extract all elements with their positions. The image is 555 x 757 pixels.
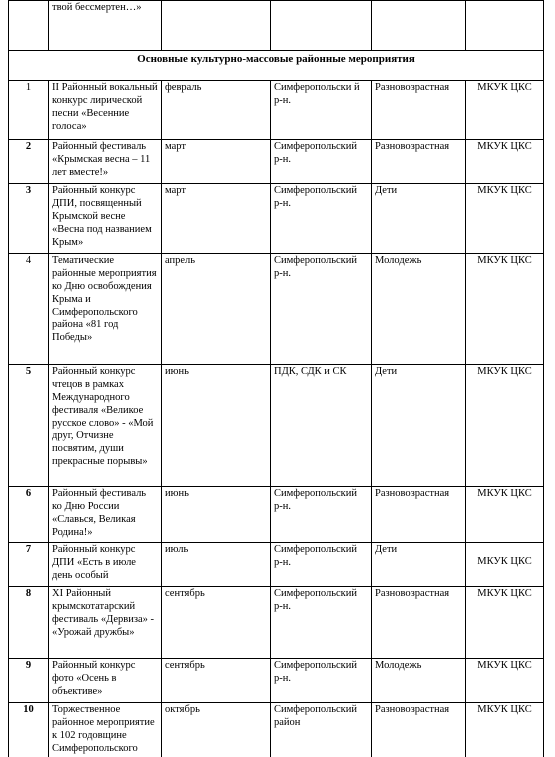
table-row: [9, 254, 544, 365]
row-number: 4: [9, 254, 49, 365]
event-date: сентябрь: [162, 587, 271, 659]
row-number: 3: [9, 184, 49, 254]
continued-row: [9, 1, 544, 51]
event-date: апрель: [162, 254, 271, 365]
section-header-row: [9, 51, 544, 81]
event-audience: Разновозрастная: [372, 81, 466, 140]
event-name: II Районный вокальный конкурс лирической песни «Весенние голоса»: [49, 81, 162, 140]
event-name: XI Районный крымскотатарский фестиваль «Дервиза» - «Урожай дружбы»: [49, 587, 162, 659]
event-name: Районный фестиваль ко Дню России «Славься, Великая Родина!»: [49, 487, 162, 543]
table-row: [9, 543, 544, 587]
event-place: Симферопольский р-н.: [271, 543, 372, 587]
event-organizer: МКУК ЦКС: [466, 703, 544, 757]
event-audience: Разновозрастная: [372, 703, 466, 757]
event-place: Симферопольский р-н.: [271, 184, 372, 254]
event-organizer: МКУК ЦКС: [466, 184, 544, 254]
event-place: Симферопольский р-н.: [271, 487, 372, 543]
event-place: Симферопольски й р-н.: [271, 81, 372, 140]
event-name: Районный конкурс чтецов в рамках Международного фестиваля «Великое русское слово» - «Мой друг, Отчизне посвятим, души прекрасные порывы»: [49, 365, 162, 487]
event-date: октябрь: [162, 703, 271, 757]
row-number: 7: [9, 543, 49, 587]
table-row: [9, 365, 544, 487]
event-date: март: [162, 140, 271, 184]
event-place: Симферопольский р-н.: [271, 140, 372, 184]
table-row: [9, 703, 544, 757]
event-organizer: МКУК ЦКС: [466, 543, 544, 587]
event-place: Симферопольский р-н.: [271, 254, 372, 365]
events-table: [8, 0, 544, 757]
row-number: 2: [9, 140, 49, 184]
event-date: февраль: [162, 81, 271, 140]
event-audience: Дети: [372, 543, 466, 587]
table-row: [9, 140, 544, 184]
event-name: Районный конкурс ДПИ, посвященный Крымской весне «Весна под названием Крым»: [49, 184, 162, 254]
event-organizer: МКУК ЦКС: [466, 81, 544, 140]
row-number: 6: [9, 487, 49, 543]
row-number: 5: [9, 365, 49, 487]
event-organizer: МКУК ЦКС: [466, 659, 544, 703]
table-row: [9, 487, 544, 543]
event-name: Районный конкурс ДПИ «Есть в июле день особый: [49, 543, 162, 587]
event-organizer: МКУК ЦКС: [466, 365, 544, 487]
row-number: 8: [9, 587, 49, 659]
event-place: ПДК, СДК и СК: [271, 365, 372, 487]
event-date: июль: [162, 543, 271, 587]
event-date: июнь: [162, 365, 271, 487]
section-title: Основные культурно-массовые районные мероприятия: [9, 51, 544, 81]
event-date: июнь: [162, 487, 271, 543]
event-audience: Дети: [372, 184, 466, 254]
table-row: [9, 81, 544, 140]
event-organizer: МКУК ЦКС: [466, 487, 544, 543]
event-audience: Молодежь: [372, 254, 466, 365]
event-date: сентябрь: [162, 659, 271, 703]
event-date: март: [162, 184, 271, 254]
event-audience: Молодежь: [372, 659, 466, 703]
table-row: [9, 659, 544, 703]
row-number: 1: [9, 81, 49, 140]
event-place: Симферопольский район: [271, 703, 372, 757]
table-row: [9, 184, 544, 254]
event-name: Районный фестиваль «Крымская весна – 11 лет вместе!»: [49, 140, 162, 184]
event-name: Районный конкурс фото «Осень в объективе»: [49, 659, 162, 703]
event-audience: Разновозрастная: [372, 587, 466, 659]
table-row: [9, 587, 544, 659]
event-name: Тематические районные мероприятия ко Дню освобождения Крыма и Симферопольского района «81 год Победы»: [49, 254, 162, 365]
row-number: 9: [9, 659, 49, 703]
event-name: Торжественное районное мероприятие к 102 годовщине Симферопольского: [49, 703, 162, 757]
event-place: Симферопольский р-н.: [271, 587, 372, 659]
event-audience: Разновозрастная: [372, 487, 466, 543]
event-organizer: МКУК ЦКС: [466, 254, 544, 365]
event-organizer: МКУК ЦКС: [466, 587, 544, 659]
event-audience: Дети: [372, 365, 466, 487]
event-place: Симферопольский р-н.: [271, 659, 372, 703]
event-organizer: МКУК ЦКС: [466, 140, 544, 184]
continued-name-cell: твой бессмертен…»: [49, 1, 162, 51]
event-audience: Разновозрастная: [372, 140, 466, 184]
row-number: 10: [9, 703, 49, 757]
